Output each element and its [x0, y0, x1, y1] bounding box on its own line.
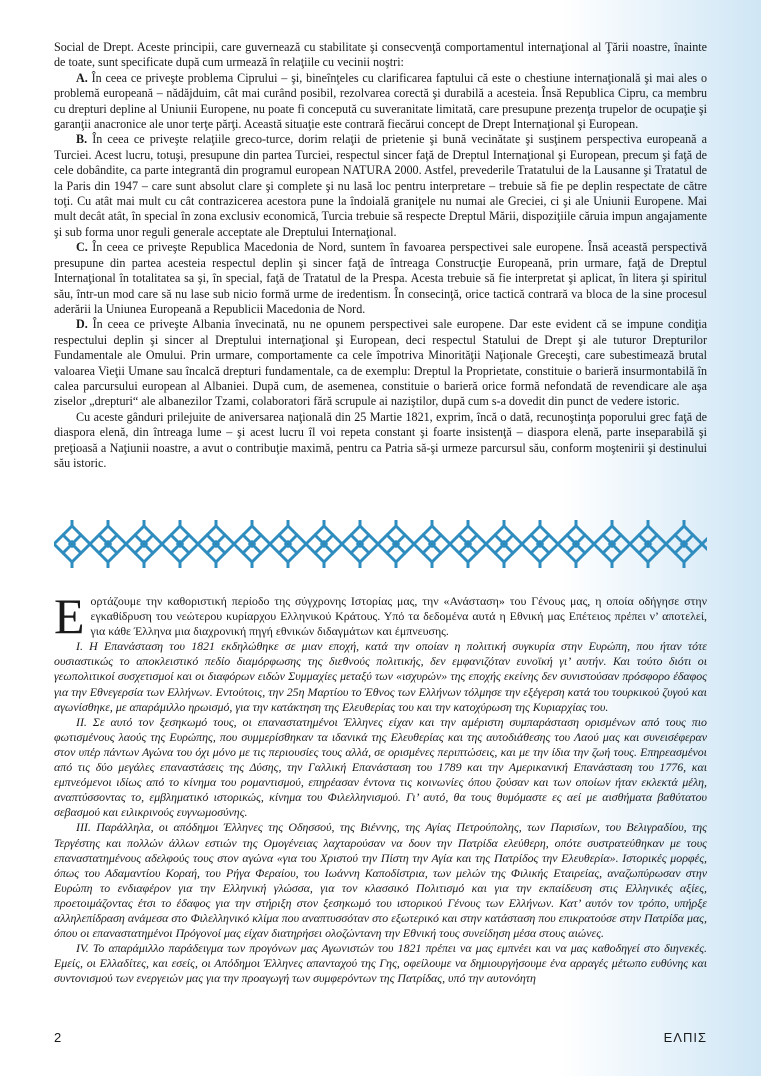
- greek-section-1: Ι. Η Επανάσταση του 1821 εκδηλώθηκε σε μιαν εποχή, κατά την οποίαν η πολιτική συγκυρία στην Ευρώπη, που ήταν τότε ουσιαστικώς το αποκλειστικό πεδίο διαμόρφωσης της διεθνούς πολιτικής, δεν εμφανιζόταν ευνοϊκή γι’ αυτήν. Και τούτο διότι οι γεωπολιτικοί συσχετισμοί και οι διαφόρων ειδών Συμμαχίες μεταξύ των «ισχυρών» της εποχής εκείνης δεν συνιστούσαν πρόσφορο έδαφος για την Εθνεγερσία των Ελλήνων. Εντούτοις, την 25η Μαρτίου το Έθνος των Ελλήνων τόλμησε την εξέγερση κατά του τουρκικού ζυγού και αγωνίσθηκε, με απαράμιλλο ηρωισμό, για την κατάκτηση της Ελευθερίας του και την κατοχύρωση της Κυριαρχίας του.: [54, 639, 707, 714]
- paragraph-intro: Social de Drept. Aceste principii, care guvernează cu stabilitate şi consecvenţă comportamentul internaţional al Ţării noastre, înainte de toate, sunt specificate după cum urmează în relaţiile cu vecinii noştri:: [54, 40, 707, 70]
- paragraph-text: În ceea ce priveşte problema Ciprului – şi, bineînţeles cu clarificarea faptului că este o chestiune internaţională şi mai ales o problemă europeană – nădăjduim, cât mai curând posibil, rezolvarea corectă şi durabilă a acesteia. Însă Republica Cipru, ca membru cu drepturi depline al Uniunii Europene, nu poate fi concepută cu suveranitate limitată, care presupune prezenţa trupelor de ocupaţie şi garanţii anacronice ale unor terţe părţi. Această situaţie este contrară fiecărui concept de Drept Internaţional şi European.: [54, 70, 707, 132]
- greek-intro-text: ορτάζουμε την καθοριστική περίοδο της σύγχρονης Ιστορίας μας, την «Ανάσταση» του Γένους μας, η οποία οδήγησε στην εγκαθίδρυση του νεώτερου κυρίαρχου Ελληνικού Κράτους. Υπό τα δεδομένα αυτά η Εθνική μας Επέτειος πρέπει ν’ αποτελεί, για κάθε Έλληνα μια διαχρονική πηγή εθνικών διδαγμάτων και έμπνευσης.: [90, 594, 707, 639]
- drop-cap: Ε: [54, 588, 85, 644]
- paragraph-text: În ceea ce priveşte Republica Macedonia de Nord, suntem în favoarea perspectivei sale europene. Însă această perspectivă presupune din partea acesteia respectul deplin şi sincer faţă de întreaga Construcţie Europeană, prin urmare, faţă de Dreptul Internaţional în totalitatea sa şi, în special, faţă de Tratatul de la Prespa. Acesta trebuie să fie interpretat şi aplicat, în litera şi spiritul său, într-un mod care să nu lase sub nicio formă urme de iredentism. În consecinţă, orice tactică contrară va bloca de la sine procesul aderării la Uniunea Europeană a Republicii Macedonia de Nord.: [54, 240, 707, 316]
- paragraph-c: [54, 240, 707, 317]
- paragraph-marker: B.: [76, 132, 88, 147]
- romanian-text-block: [54, 40, 707, 471]
- magazine-title: ΕΛΠΙΣ: [663, 1030, 707, 1045]
- paragraph-closing: Cu aceste gânduri prilejuite de aniversarea naţională din 25 Martie 1821, exprim, încă o dată, recunoştinţa poporului grec faţă de diaspora elenă, din întreaga lume – şi acest lucru îl voi repeta constant şi foarte insistenţă – diaspora elenă, parte inseparabilă şi preţioasă a Naţiunii noastre, a avut o contribuţie maximă, pentru ca Patria să-şi urmeze parcursul său, conform moştenirii şi destinului său istoric.: [54, 409, 707, 470]
- greek-key-border: [54, 520, 707, 568]
- paragraph-marker: A.: [76, 70, 88, 85]
- page-number: 2: [54, 1030, 62, 1045]
- greek-section-4: ΙV. Το απαράμιλλο παράδειγμα των προγόνων μας Αγωνιστών του 1821 πρέπει να μας εμπνέει και να μας καθοδηγεί στο διηνεκές. Εμείς, οι Ελλαδίτες, και εσείς, οι Απόδημοι Έλληνες απανταχού της Γης, οφείλουμε να δημιουργήσουμε ένα αρραγές μέτωπο ευθύνης και συντονισμού των ενεργειών μας για την προαγωγή των συμφερόντων της Πατρίδας, υπό την αυτονόητη: [54, 941, 707, 986]
- greek-section-3: ΙΙΙ. Παράλληλα, οι απόδημοι Έλληνες της Οδησσού, της Βιέννης, της Αγίας Πετρούπολης, των Παρισίων, του Βελιγραδίου, της Τεργέστης και πολλών άλλων εστιών της Ομογένειας λαχταρούσαν να δουν την Πατρίδα ελεύθερη, οπότε συστρατεύθηκαν με τους επαναστατημένους αδελφούς τους στον αγώνα «για του Χριστού την Πίστη την Αγία και της Πατρίδος την Ελευθερία». Ιστορικές μορφές, όπως του Αδαμαντίου Κοραή, του Ρήγα Φεραίου, του Ιωάννη Καποδίστρια, των μελών της Φιλικής Εταιρείας, αναζωπύρωσαν στην Ευρώπη το ενδιαφέρον για την Ελληνική γλώσσα, για τον κλασσικό Πολιτισμό και για την εκπαίδευση στις Ελληνικές αξίες, προετοιμάζοντας έτσι το έδαφος για την στήριξη στον ξεσηκωμό του ιστορικού Γένους των Ελλήνων. Κατ’ αυτόν τον τρόπο, υπήρξε αλληλεπίδραση ανάμεσα στο Φιλελληνικό κλίμα που αναπτυσσόταν στο εξωτερικό και στην κατάσταση που επικρατούσε στην Πατρίδα μας, όπου οι επαναστατημένοι Πρόγονοί μας είχαν διατηρήσει ολοζώντανη την Εθνική τους συνείδηση μέσα στους αιώνες.: [54, 820, 707, 941]
- paragraph-marker: D.: [76, 317, 88, 332]
- greek-text-block: [54, 588, 707, 986]
- paragraph-text: În ceea ce priveşte Albania învecinată, nu ne opunem perspectivei sale europene. Dar este evident că se impune condiţia respectului deplin şi sincer al Dreptului internaţional şi European, deci respectul Statului de Drept şi ale tuturor Drepturilor Fundamentale ale Omului. Prin urmare, comportamente ca cele împotriva Minorităţii Naţionale Greceşti, care subestimează brutal valoarea Vieţii Umane sau încalcă drepturi fundamentale, ca de exemplu: Dreptul la Proprietate, constituie o barieră insurmontabilă în calea parcursului european al Albaniei. După cum, de asemenea, constituie o barieră orice formă nefondată de revendicare ale aşa ziselor „drepturi“ ale albanezilor Tzami, colaboratori fără scrupule ai naziştilor, după cum s-a dovedit din punct de vedere istoric.: [54, 317, 707, 409]
- paragraph-a: [54, 71, 707, 133]
- paragraph-d: [54, 317, 707, 409]
- greek-intro: [54, 588, 707, 644]
- paragraph-marker: C.: [76, 240, 88, 255]
- paragraph-text: În ceea ce priveşte relaţiile greco-turce, dorim relaţii de prietenie şi bună vecinătate şi susţinem perspectiva europeană a Turciei. Acest lucru, totuşi, presupune din partea Turciei, respectul sincer faţă de Dreptul Internaţional şi European, precum şi faţă de cele dobândite, ca parte integrantă din programul european NATURA 2000. Astfel, prevederile Tratatului de la Lausanne şi Tratatul de la Paris din 1947 – care sunt absolut clare şi complete şi nu lasă loc pentru interpretare – trebuie să fie pe deplin respectate de către toţi. Cu atât mai mult cu cât contrazicerea acestora pune la îndoială graniţele nu numai ale Greciei, ci şi ale Uniunii Europene. Mai mult decât atât, în special în zona exclusiv economică, Turcia trebuie să respecte Dreptul Mării, dispoziţiile căruia impun angajamente şi sub forma unor reguli generale acceptate ale Dreptului Internaţional.: [54, 132, 707, 239]
- greek-section-2: ΙΙ. Σε αυτό τον ξεσηκωμό τους, οι επαναστατημένοι Έλληνες είχαν και την αμέριστη συμπαράσταση ορισμένων από τους πιο φωτισμένους λαούς της Ευρώπης, που συμμερίσθηκαν τα ιδανικά της Ελευθερίας και της αυτοδιάθεσης του Λαού μας και συνεισέφεραν στον υπέρ πάντων Αγώνα του όχι μόνο με τις περιουσίες τους αλλά, σε ορισμένες περιπτώσεις, και με την ίδια την ζωή τους. Επηρεασμένοι από τις δύο μεγάλες επαναστάσεις της Δύσης, την Γαλλική Επανάσταση του 1789 και την Αμερικανική Επανάσταση του 1776, και εμπνεόμενοι ιδίως από το κίνημα του ρομαντισμού, επηρέασαν έντονα τις κοινωνίες όπου ζούσαν και των οποίων ήταν εκλεκτά μέλη, αναπτύσσοντας το, εμβληματικό ιστορικώς, κίνημα του Φιλελληνισμού. Γι’ αυτό, θα τους θυμόμαστε ες αεί με αισθήματα βαθύτατου σεβασμού και ειλικρινούς ευγνωμοσύνης.: [54, 714, 707, 820]
- paragraph-b: [54, 132, 707, 240]
